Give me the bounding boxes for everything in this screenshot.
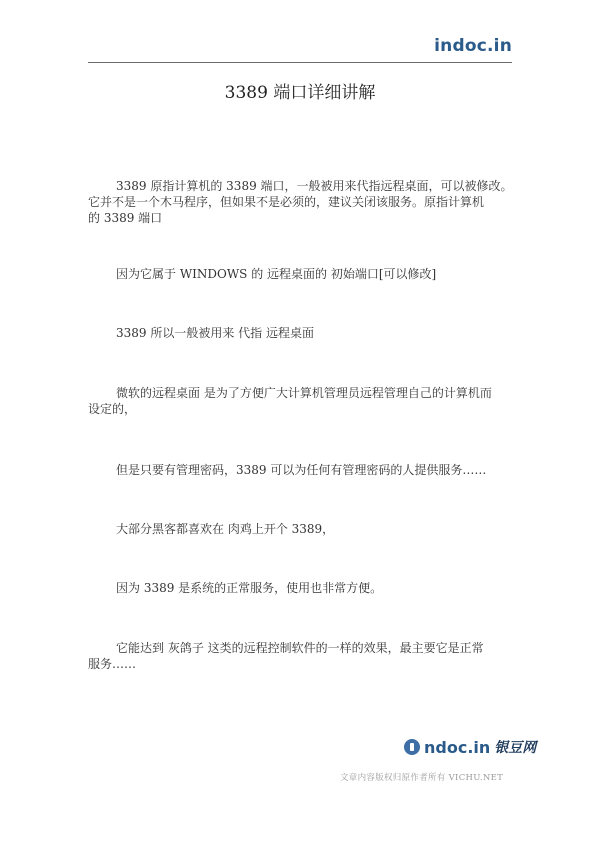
paragraph-5-line-1: 但是只要有管理密码，3389 可以为任何有管理密码的人提供服务……	[116, 463, 487, 477]
paragraph-3-line-1: 3389 所以一般被用来 代指 远程桌面	[116, 326, 314, 340]
paragraph-2	[116, 266, 514, 282]
paragraph-2-line-1: 因为它属于 WINDOWS 的 远程桌面的 初始端口[可以修改]	[116, 267, 437, 281]
paragraph-1	[88, 178, 514, 226]
paragraph-8	[88, 640, 514, 672]
paragraph-8-line-1: 它能达到 灰鸽子 这类的远程控制软件的一样的效果，最主要它是正常	[116, 641, 484, 655]
footer-logo-cn: 银豆网	[494, 740, 537, 756]
paragraph-8-line-2: 服务……	[88, 657, 137, 671]
paragraph-4-line-2: 设定的，	[88, 402, 137, 416]
paragraph-3	[116, 325, 514, 341]
document-title: 3389 端口详细讲解	[224, 83, 376, 103]
paragraph-4-line-1: 微软的远程桌面 是为了方便广大计算机管理员远程管理自己的计算机而	[116, 386, 492, 400]
paragraph-5	[116, 462, 514, 478]
footer-copyright: 文章内容版权归原作者所有 VICHU.NET	[340, 773, 504, 783]
paragraph-7	[116, 580, 514, 596]
paragraph-4	[88, 385, 514, 417]
paragraph-7-line-1: 因为 3389 是系统的正常服务，使用也非常方便。	[116, 581, 383, 595]
paragraph-1-line-3: 的 3389 端口	[88, 211, 163, 225]
footer-logo-text: ndoc.in	[424, 737, 491, 757]
header-logo: indoc.in	[434, 36, 512, 56]
paragraph-6-line-1: 大部分黑客都喜欢在 肉鸡上开个 3389，	[116, 522, 335, 536]
footer-logo-icon	[404, 739, 420, 755]
paragraph-1-line-1: 3389 原指计算机的 3389 端口，一般被用来代指远程桌面，可以被修改。	[116, 179, 513, 193]
paragraph-1-line-2: 它并不是一个木马程序，但如果不是必须的，建议关闭该服务。原指计算机	[88, 195, 485, 209]
footer-logo	[404, 737, 536, 757]
paragraph-6	[116, 521, 514, 537]
header-divider	[88, 62, 512, 63]
